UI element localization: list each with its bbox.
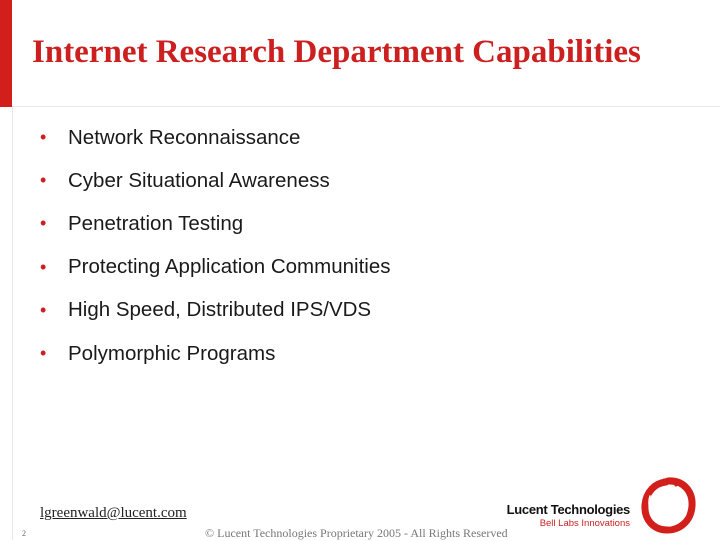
bullet-icon: • <box>40 256 47 277</box>
left-margin-line <box>12 107 13 540</box>
bullet-text: High Speed, Distributed IPS/VDS <box>68 298 372 322</box>
title-divider <box>12 106 720 107</box>
email-link[interactable]: lgreenwald@lucent.com <box>40 505 187 521</box>
bullet-text: Network Reconnaissance <box>68 125 301 149</box>
bullet-icon: • <box>40 170 47 191</box>
page-number: 2 <box>22 529 26 538</box>
brand-name: Lucent Technologies <box>506 502 630 517</box>
bullet-item <box>40 116 390 159</box>
brand-wordmark <box>505 502 630 529</box>
copyright-text: © Lucent Technologies Proprietary 2005 - All Rights Reserved <box>205 526 508 540</box>
bullet-icon: • <box>40 213 47 234</box>
slide-title: Internet Research Department Capabilities <box>32 34 641 70</box>
left-accent-bar <box>0 0 12 107</box>
bullet-list <box>40 116 390 375</box>
brand-tagline: Bell Labs Innovations <box>539 518 630 529</box>
innovation-ring-icon <box>640 476 696 534</box>
bullet-icon: • <box>40 127 47 148</box>
bullet-item <box>40 202 390 245</box>
bullet-text: Polymorphic Programs <box>68 341 276 365</box>
bullet-icon: • <box>40 343 47 364</box>
bullet-text: Protecting Application Communities <box>68 255 391 279</box>
bullet-item <box>40 332 390 375</box>
bullet-text: Penetration Testing <box>68 211 244 235</box>
bullet-item <box>40 289 390 332</box>
bullet-item <box>40 159 390 202</box>
bullet-text: Cyber Situational Awareness <box>68 168 330 192</box>
bullet-icon: • <box>40 299 47 320</box>
bullet-item <box>40 246 390 289</box>
